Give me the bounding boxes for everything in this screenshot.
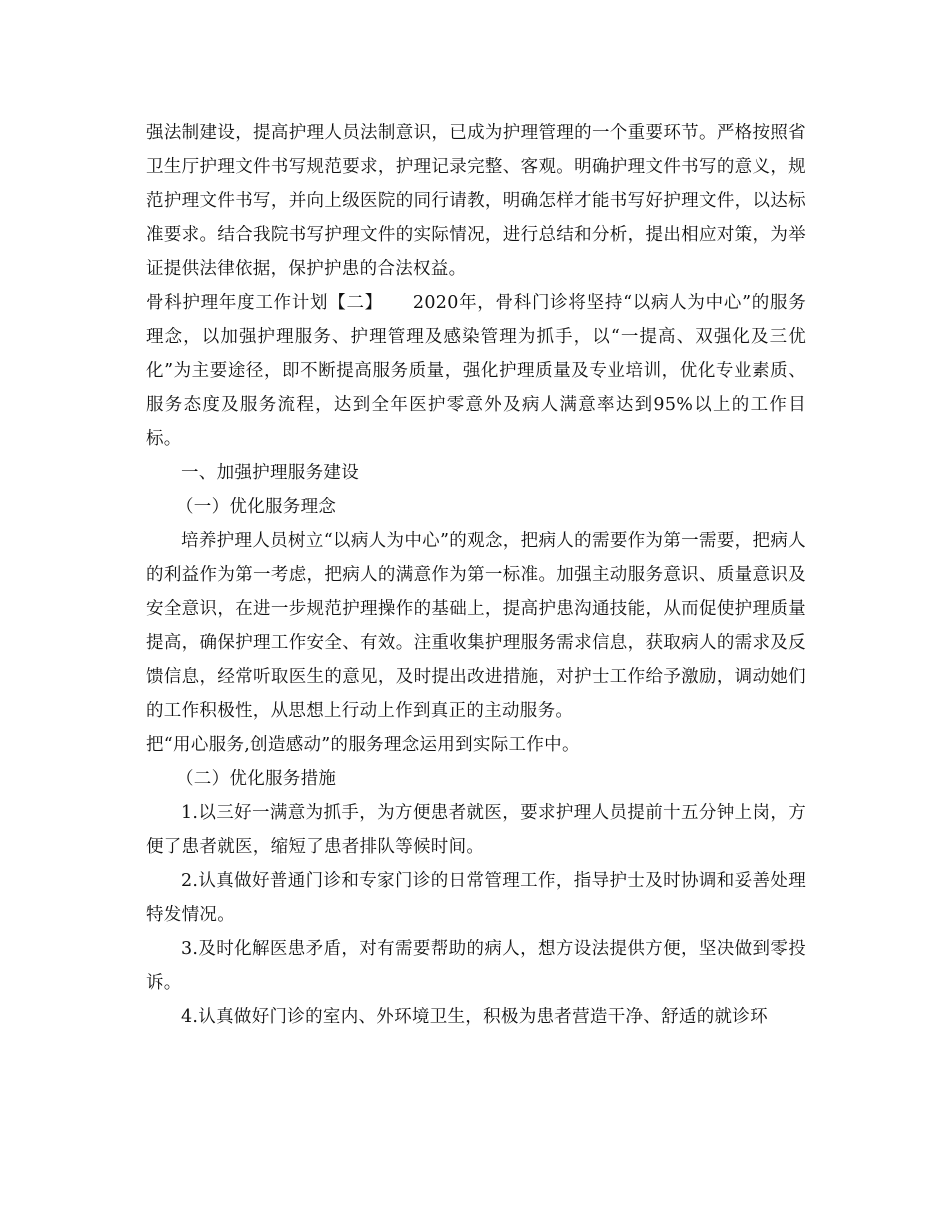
list-item-2: 2.认真做好普通门诊和专家门诊的日常管理工作，指导护士及时协调和妥善处理特发情况。	[146, 871, 806, 925]
heading-level-1: 一、加强护理服务建设	[181, 463, 359, 483]
heading-level-2-measures: （二）优化服务措施	[176, 769, 337, 789]
concept-paragraph: 培养护理人员树立“以病人为中心”的观念，把病人的需要作为第一需要，把病人的利益作为第一考虑，把病人的满意作为第一标准。加强主动服务意识、质量意识及安全意识，在进一步规范护理操作的基础上，提高护患沟通技能，从而促使护理质量提高，确保护理工作安全、有效。注重收集护理服务需求信息，获取病人的需求及反馈信息，经常听取医生的意见，及时提出改进措施，对护士工作给予激励，调动她们的工作积极性，从思想上行动上作到真正的主动服务。	[146, 531, 806, 721]
intro-paragraph: 强法制建设，提高护理人员法制意识，已成为护理管理的一个重要环节。严格按照省卫生厅护理文件书写规范要求，护理记录完整、客观。明确护理文件书写的意义，规范护理文件书写，并向上级医院的同行请教，明确怎样才能书写好护理文件，以达标准要求。结合我院书写护理文件的实际情况，进行总结和分析，提出相应对策，为举证提供法律依据，保护护患的合法权益。	[146, 123, 806, 279]
document-body	[146, 116, 806, 1034]
list-item-1: 1.以三好一满意为抓手，为方便患者就医，要求护理人员提前十五分钟上岗，方便了患者就医，缩短了患者排队等候时间。	[146, 803, 806, 857]
list-item-4: 4.认真做好门诊的室内、外环境卫生，积极为患者营造干净、舒适的就诊环	[181, 1007, 768, 1027]
section-title: 骨科护理年度工作计划【二】	[146, 293, 383, 313]
concept-tail-paragraph: 把“用心服务,创造感动”的服务理念运用到实际工作中。	[146, 735, 580, 755]
heading-level-2-concept: （一）优化服务理念	[176, 497, 337, 517]
list-item-3: 3.及时化解医患矛盾，对有需要帮助的病人，想方设法提供方便，坚决做到零投诉。	[146, 939, 806, 993]
section-lead-text: 2020年，骨科门诊将坚持“以病人为中心”的服务理念，以加强护理服务、护理管理及感染管理为抓手，以“一提高、双强化及三优化”为主要途径，即不断提高服务质量，强化护理质量及专业培训，优化专业素质、服务态度及服务流程，达到全年医护零意外及病人满意率达到95%以上的工作目标。	[146, 293, 806, 449]
section-paragraph	[146, 286, 806, 456]
